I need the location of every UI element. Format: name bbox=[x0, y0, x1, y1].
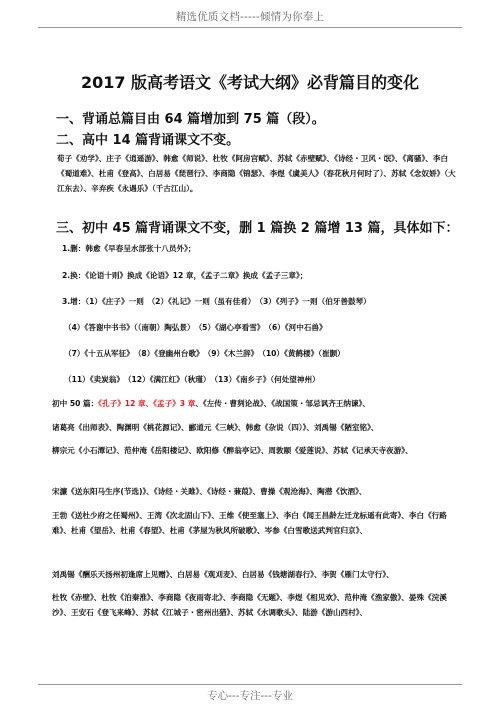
junior-rest: 、《左传・曹刿论战》、《战国策・邹忌讽齐王纳谏》、 bbox=[195, 399, 370, 408]
junior-highlight: 《孔子》12 章、《孟子》3 章 bbox=[98, 399, 196, 408]
junior-list-line-5: 王勃《送杜少府之任蜀州》、王湾《次北固山下》、王维《使至塞上》、李白《闻王昌龄左迁龙标遥有此寄》、李白《行路难》、杜甫《望岳》、杜甫《春望》、杜甫《茅屋为秋风所破歌》、岑参《白雪歌送武判官归京》、 bbox=[52, 511, 447, 535]
section-1-heading: 一、背诵总篇目由 64 篇增加到 75 篇（段）。 bbox=[56, 112, 325, 127]
item-add: 3.增：（1）《庄子》一则 （2）《礼记》一则（虽有佳肴） （3）《列子》一则（伯牙善鼓琴） bbox=[62, 297, 371, 306]
item-add-row-2: （4）《答谢中书书》（（南朝）陶弘景） （5）《湖心亭看雪》 （6）《河中石兽》 bbox=[64, 323, 327, 332]
high-school-list: 荀子《劝学》、庄子《逍遥游》、韩愈《师说》、杜牧《阿房宫赋》、苏轼《赤壁赋》、《诗经・卫风・氓》、《离骚》、李白《蜀道难》、杜甫《登高》、白居易《琵琶行》、李商隐《锦瑟》、李煜《虞美人》（春花秋月何时了）、苏轼《念奴娇》（大江东去）、辛弃疾《永遇乐》（千古江山）。 bbox=[57, 154, 456, 193]
junior-list-line-7: 杜牧《赤壁》、杜牧《泊秦淮》、李商隐《夜雨寄北》、李商隐《无题》、李煜《相见欢》、范仲淹《渔家傲》、晏殊《浣溪沙》、王安石《登飞来峰》、苏轼《江城子・密州出猎》、苏轼《水调歌头》、陆游《游山西村》、 bbox=[52, 593, 447, 617]
item-replace: 2.换：《论语十则》换成《论语》12 章，《孟子二章》换成《孟子三章》； bbox=[62, 271, 308, 280]
item-add-row-4: （11）《卖炭翁》 （12）《满江红》（秋瑾） （13）《南乡子》（何处望神州） bbox=[64, 375, 320, 384]
page-header: 精选优质文档-----倾情为你奉上 bbox=[175, 11, 325, 23]
document-title: 2017 版高考语文《考试大纲》必背篇目的变化 bbox=[80, 73, 420, 92]
item-delete: 1.删：韩愈《早春呈水部张十八员外》； bbox=[62, 244, 196, 253]
junior-intro: 初中 50 篇： bbox=[52, 399, 99, 408]
junior-list-line-2: 诸葛亮《出师表》、陶渊明《桃花源记》、郦道元《三峡》、韩愈《杂说（四）》、刘禹锡《陋室铭》、 bbox=[52, 423, 379, 432]
junior-list-line-1 bbox=[52, 396, 462, 411]
item-add-row-3: （7）《十五从军征》 （8）《登幽州台歌》 （9）《木兰辞》 （10）《黄鹤楼》（崔颢） bbox=[64, 349, 345, 358]
section-2-heading: 二、高中 14 篇背诵课文不变。 bbox=[56, 133, 240, 148]
junior-list-line-4: 宋濂《送东阳马生序(节选)》、《诗经・关雎》、《诗经・蒹葭》、曹操《观沧海》、陶潜《饮酒》、 bbox=[52, 487, 367, 496]
header-divider bbox=[38, 27, 462, 28]
footer-divider bbox=[38, 684, 462, 685]
junior-list-line-6: 刘禹锡《酬乐天扬州初逢席上见赠》、白居易《观刈麦》、白居易《钱塘湖春行》、李贺《雁门太守行》、 bbox=[52, 570, 394, 579]
junior-list-line-3: 柳宗元《小石潭记》、范仲淹《岳阳楼记》、欧阳修《醉翁亭记》、周敦颐《爱莲说》、苏轼《记承天寺夜游》、 bbox=[52, 446, 413, 455]
page-footer: 专心---专注---专业 bbox=[207, 690, 293, 702]
section-3-heading: 三、初中 45 篇背诵课文不变，删 1 篇换 2 篇增 13 篇，具体如下： bbox=[56, 221, 459, 236]
